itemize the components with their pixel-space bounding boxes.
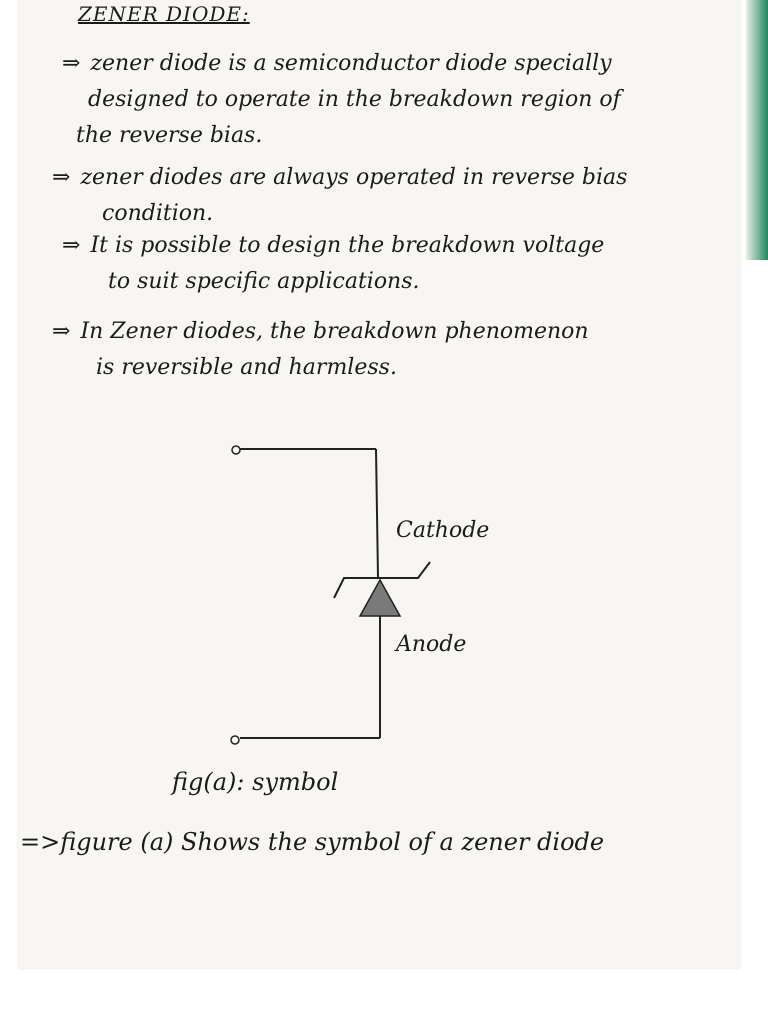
figure-caption: fig(a): symbol	[172, 768, 339, 796]
arrow-icon: ⇒	[52, 319, 71, 344]
final-note: =>figure (a) Shows the symbol of a zener diode	[20, 828, 605, 856]
point-1-line-2: designed to operate in the breakdown region of	[88, 87, 621, 112]
diode-triangle	[360, 580, 400, 616]
cathode-wire	[376, 449, 378, 578]
anode-label: Anode	[396, 632, 467, 657]
point-4-line-1: In Zener diodes, the breakdown phenomenon	[80, 319, 589, 344]
point-1-line-1: zener diode is a semiconductor diode specially	[90, 51, 612, 76]
arrow-icon: ⇒	[62, 233, 81, 258]
arrow-icon: ⇒	[62, 51, 81, 76]
point-4-line-2: is reversible and harmless.	[96, 355, 397, 380]
arrow-icon: ⇒	[52, 165, 71, 190]
cathode-label: Cathode	[396, 518, 490, 543]
point-2-line-2: condition.	[102, 201, 214, 226]
page-title: ZENER DIODE:	[78, 2, 250, 26]
point-1-line-3: the reverse bias.	[76, 123, 263, 148]
point-2-line-1: zener diodes are always operated in reverse bias	[80, 165, 628, 190]
bottom-terminal	[231, 736, 239, 744]
top-terminal	[232, 446, 240, 454]
point-3-line-1: It is possible to design the breakdown voltage	[90, 233, 605, 258]
point-3-line-2: to suit specific applications.	[108, 269, 420, 294]
